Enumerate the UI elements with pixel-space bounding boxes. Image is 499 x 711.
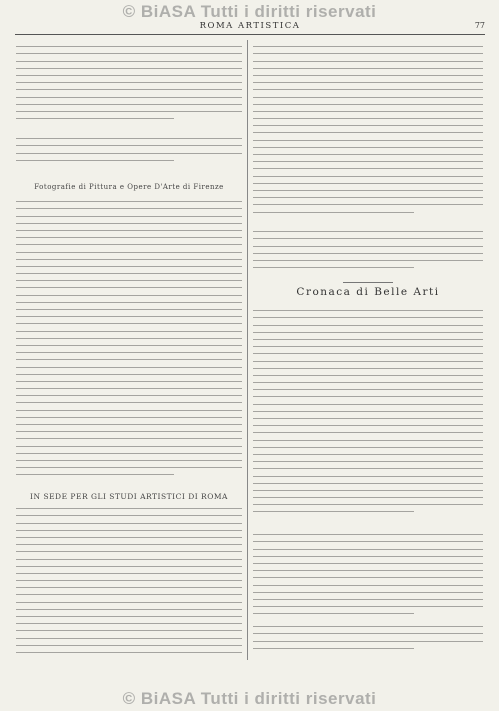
watermark-top: © BiASA Tutti i diritti riservati xyxy=(122,2,377,21)
left-column xyxy=(16,40,242,660)
column-divider xyxy=(247,40,248,660)
section-title-studi-artistici: IN SEDE PER GLI STUDI ARTISTICI DI ROMA xyxy=(30,492,228,501)
right-letter-block xyxy=(253,225,483,275)
final-note-block xyxy=(253,620,483,660)
right-intro-block xyxy=(253,40,483,222)
cronaca-article xyxy=(253,304,483,524)
right-column xyxy=(253,40,483,660)
section-title-fotografie: Fotografie di Pittura e Opere D'Arte di Firenze xyxy=(34,183,224,191)
studi-article xyxy=(16,502,242,660)
watermark-bottom: © BiASA Tutti i diritti riservati xyxy=(122,689,377,708)
left-intro-block xyxy=(16,40,242,130)
running-title: ROMA ARTISTICA xyxy=(199,21,301,31)
separator xyxy=(343,282,393,283)
cronaca-title: Cronaca di Belle Arti xyxy=(296,286,440,298)
fotografie-article xyxy=(16,195,242,487)
page-header xyxy=(15,21,485,35)
page-number: 77 xyxy=(474,21,485,30)
header-rule xyxy=(15,34,485,35)
left-closing-block xyxy=(16,132,242,172)
cronaca-article-continued xyxy=(253,528,483,618)
